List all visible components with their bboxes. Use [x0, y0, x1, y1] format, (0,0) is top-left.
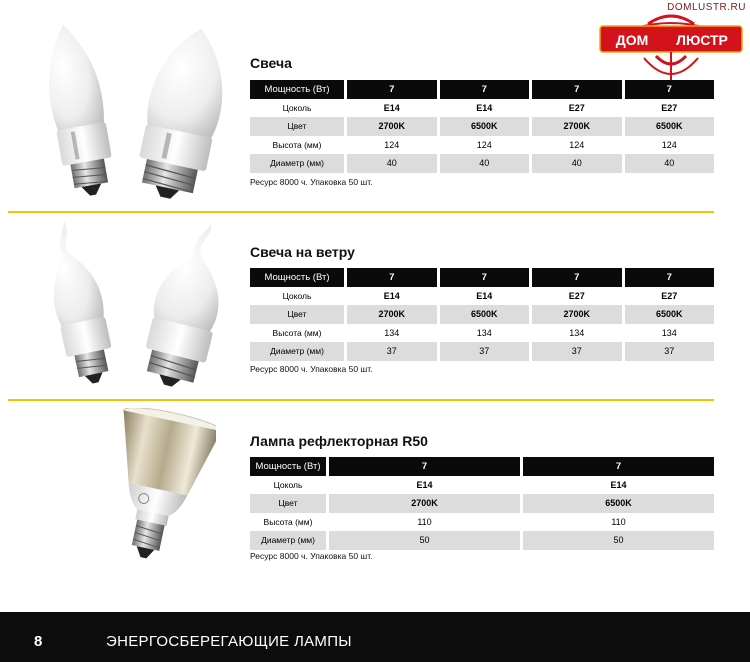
- row-label: Цвет: [250, 305, 344, 324]
- logo-word1: ДОМ: [615, 32, 649, 48]
- table-cell: 2700K: [347, 117, 437, 136]
- logo-word2: ЛЮСТР: [676, 32, 728, 48]
- table-cell: 134: [625, 324, 715, 343]
- reflector-bulb-image: [86, 408, 216, 580]
- table-cell: E14: [440, 287, 530, 306]
- section-divider: [8, 399, 714, 401]
- row-label: Мощность (Вт): [250, 80, 344, 99]
- table-row: [250, 136, 714, 155]
- table-cell: 110: [523, 513, 714, 532]
- page-footer: [0, 612, 750, 662]
- row-label: Диаметр (мм): [250, 531, 326, 550]
- table-cell: 134: [347, 324, 437, 343]
- row-label: Диаметр (мм): [250, 342, 344, 361]
- table-row: [250, 154, 714, 173]
- table-cell: 6500K: [523, 494, 714, 513]
- section-note: Ресурс 8000 ч. Упаковка 50 шт.: [250, 177, 373, 187]
- table-cell: 6500K: [440, 117, 530, 136]
- table-row: [250, 342, 714, 361]
- row-label: Мощность (Вт): [250, 268, 344, 287]
- table-row: [250, 80, 714, 99]
- table-cell: 37: [532, 342, 622, 361]
- logo-url: DOMLUSTR.RU: [667, 2, 746, 13]
- table-cell: 6500K: [440, 305, 530, 324]
- page-number: 8: [34, 633, 43, 650]
- table-cell: 7: [440, 80, 530, 99]
- section-title: Свеча на ветру: [250, 244, 355, 260]
- row-label: Цвет: [250, 117, 344, 136]
- row-label: Мощность (Вт): [250, 457, 326, 476]
- table-cell: E14: [440, 99, 530, 118]
- table-cell: 2700K: [532, 305, 622, 324]
- table-cell: 124: [625, 136, 715, 155]
- table-cell: 7: [625, 268, 715, 287]
- table-cell: 50: [523, 531, 714, 550]
- table-cell: 7: [625, 80, 715, 99]
- table-cell: 2700K: [532, 117, 622, 136]
- table-cell: 7: [440, 268, 530, 287]
- row-label: Цоколь: [250, 99, 344, 118]
- candle-bulbs-image: [28, 18, 248, 203]
- table-row: [250, 287, 714, 306]
- section-title: Лампа рефлекторная R50: [250, 433, 428, 449]
- table-cell: 40: [532, 154, 622, 173]
- table-cell: 37: [625, 342, 715, 361]
- table-cell: 40: [347, 154, 437, 173]
- candle-wind-bulbs-image: [30, 218, 250, 393]
- table-row: [250, 476, 714, 495]
- section-divider: [8, 211, 714, 213]
- table-cell: 40: [440, 154, 530, 173]
- spec-table: [250, 268, 714, 361]
- table-cell: 6500K: [625, 117, 715, 136]
- row-label: Цоколь: [250, 287, 344, 306]
- table-row: [250, 513, 714, 532]
- table-cell: 7: [347, 268, 437, 287]
- table-cell: E14: [329, 476, 520, 495]
- row-label: Высота (мм): [250, 136, 344, 155]
- table-cell: E14: [347, 287, 437, 306]
- table-cell: 2700K: [347, 305, 437, 324]
- row-label: Высота (мм): [250, 324, 344, 343]
- table-cell: 7: [532, 80, 622, 99]
- table-cell: 6500K: [625, 305, 715, 324]
- footer-title: ЭНЕРГОСБЕРЕГАЮЩИЕ ЛАМПЫ: [106, 633, 352, 650]
- table-cell: 2700K: [329, 494, 520, 513]
- table-cell: 7: [532, 268, 622, 287]
- table-cell: E27: [532, 287, 622, 306]
- row-label: Высота (мм): [250, 513, 326, 532]
- table-cell: E27: [625, 99, 715, 118]
- table-row: [250, 117, 714, 136]
- table-cell: 7: [329, 457, 520, 476]
- table-row: [250, 99, 714, 118]
- table-row: [250, 494, 714, 513]
- table-cell: 124: [347, 136, 437, 155]
- row-label: Цвет: [250, 494, 326, 513]
- spec-table: [250, 80, 714, 173]
- section-title: Свеча: [250, 55, 292, 71]
- table-cell: 124: [440, 136, 530, 155]
- table-cell: 134: [532, 324, 622, 343]
- row-label: Диаметр (мм): [250, 154, 344, 173]
- table-row: [250, 457, 714, 476]
- table-cell: 50: [329, 531, 520, 550]
- spec-table: [250, 457, 714, 550]
- section-note: Ресурс 8000 ч. Упаковка 50 шт.: [250, 551, 373, 561]
- table-row: [250, 531, 714, 550]
- table-cell: 124: [532, 136, 622, 155]
- table-cell: 37: [440, 342, 530, 361]
- table-cell: 7: [347, 80, 437, 99]
- table-cell: 37: [347, 342, 437, 361]
- table-cell: 134: [440, 324, 530, 343]
- table-cell: 7: [523, 457, 714, 476]
- table-row: [250, 268, 714, 287]
- table-row: [250, 324, 714, 343]
- table-cell: 110: [329, 513, 520, 532]
- table-row: [250, 305, 714, 324]
- table-cell: E14: [347, 99, 437, 118]
- section-note: Ресурс 8000 ч. Упаковка 50 шт.: [250, 364, 373, 374]
- table-cell: E27: [532, 99, 622, 118]
- table-cell: 40: [625, 154, 715, 173]
- row-label: Цоколь: [250, 476, 326, 495]
- table-cell: E14: [523, 476, 714, 495]
- table-cell: E27: [625, 287, 715, 306]
